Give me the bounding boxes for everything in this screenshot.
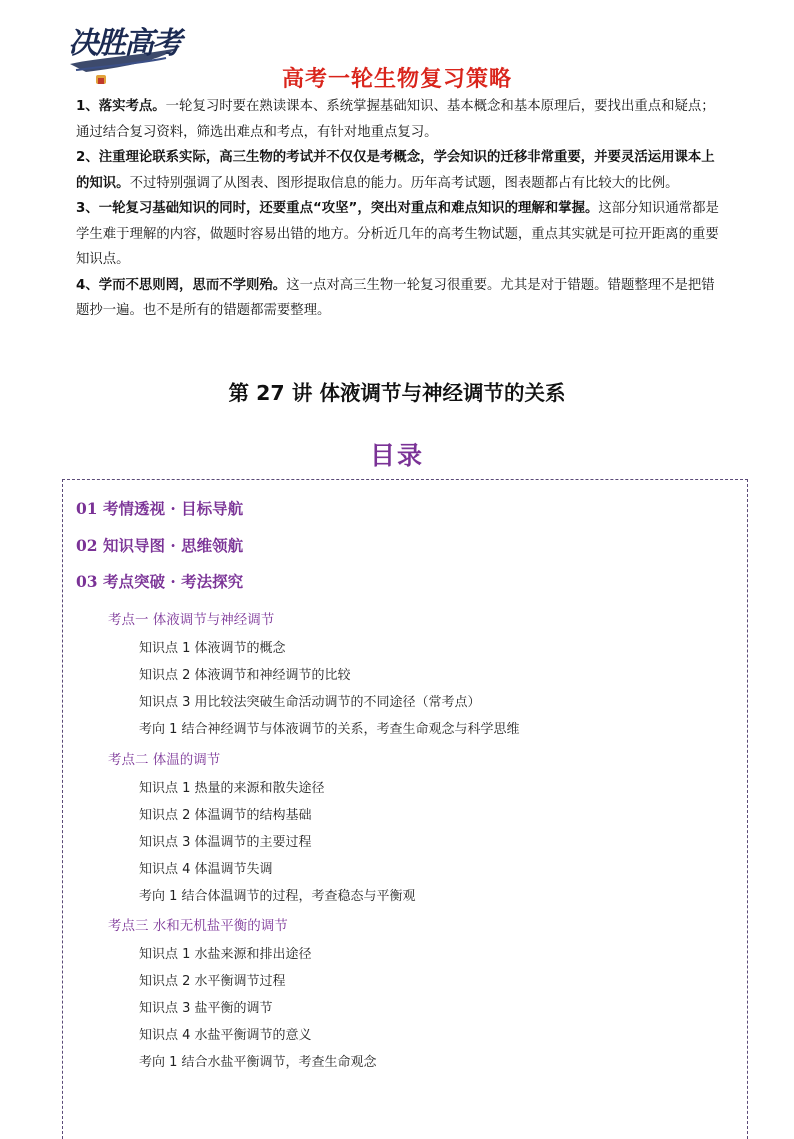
toc-item[interactable]: 知识点 4 水盐平衡调节的意义	[139, 1028, 312, 1043]
intro-paragraph	[76, 94, 724, 145]
toc-item[interactable]: 知识点 2 水平衡调节过程	[139, 974, 286, 989]
toc-kaodian-3[interactable]: 考点三 水和无机盐平衡的调节	[108, 918, 288, 934]
toc-section-2[interactable]: 02 知识导图 · 思维领航	[76, 536, 244, 555]
toc-section-3[interactable]: 03 考点突破 · 考法探究	[76, 572, 244, 591]
intro-bold: 2、注重理论联系实际，高三生物的考试并不仅仅是考概念，学会知识的迁移非常重要，并要灵活运用课本上的知识。	[76, 150, 715, 191]
intro-paragraph	[76, 273, 724, 324]
toc-item[interactable]: 知识点 3 体温调节的主要过程	[139, 835, 312, 850]
intro-text: 一轮复习时要在熟读课本、系统掌握基础知识、基本概念和基本原理后，要找出重点和疑点；通过结合复习资料，筛选出难点和考点，有针对地重点复习。	[76, 99, 715, 140]
toc-kaodian-2[interactable]: 考点二 体温的调节	[108, 752, 221, 768]
toc-title: 目录	[369, 441, 424, 470]
main-title: 高考一轮生物复习策略	[281, 67, 512, 92]
toc-item[interactable]: 考向 1 结合体温调节的过程，考查稳态与平衡观	[139, 889, 416, 904]
toc-kaodian-1[interactable]: 考点一 体液调节与神经调节	[108, 612, 275, 628]
toc-item[interactable]: 知识点 3 用比较法突破生命活动调节的不同途径（常考点）	[139, 695, 481, 710]
intro-bold: 3、一轮复习基础知识的同时，还要重点“攻坚”，突出对重点和难点知识的理解和掌握。	[76, 201, 599, 216]
toc-item[interactable]: 考向 1 结合神经调节与体液调节的关系，考查生命观念与科学思维	[139, 722, 520, 737]
intro-text: 不过特别强调了从图表、图形提取信息的能力。历年高考试题，图表题都占有比较大的比例。	[129, 175, 679, 191]
toc-item[interactable]: 知识点 2 体温调节的结构基础	[139, 808, 312, 823]
toc-item[interactable]: 知识点 1 水盐来源和排出途径	[139, 947, 312, 962]
toc-item[interactable]: 知识点 3 盐平衡的调节	[139, 1001, 273, 1016]
toc-item[interactable]: 知识点 4 体温调节失调	[139, 862, 273, 877]
intro-paragraph	[76, 196, 724, 273]
toc-item[interactable]: 知识点 2 体液调节和神经调节的比较	[139, 668, 351, 683]
toc-item[interactable]: 知识点 1 体液调节的概念	[139, 641, 286, 656]
intro-strategy	[76, 94, 724, 324]
intro-paragraph	[76, 145, 724, 196]
intro-text: 这一点对高三生物一轮复习很重要。尤其是对于错题。错题整理不是把错题抄一遍。也不是所有的错题都需要整理。	[76, 277, 715, 318]
toc-section-1[interactable]: 01 考情透视 · 目标导航	[76, 499, 244, 518]
toc-item[interactable]: 考向 1 结合水盐平衡调节，考查生命观念	[139, 1055, 377, 1070]
intro-bold: 1、落实考点。	[76, 99, 166, 114]
logo-text: 决胜高考	[68, 26, 180, 61]
toc-item[interactable]: 知识点 1 热量的来源和散失途径	[139, 781, 325, 796]
lecture-title: 第 27 讲 体液调节与神经调节的关系	[228, 381, 566, 405]
intro-text: 这部分知识通常都是学生难于理解的内容，做题时容易出错的地方。分析近几年的高考生物试题，重点其实就是可拉开距离的重要知识点。	[76, 201, 719, 267]
intro-bold: 4、学而不思则罔，思而不学则殆。	[76, 277, 287, 293]
